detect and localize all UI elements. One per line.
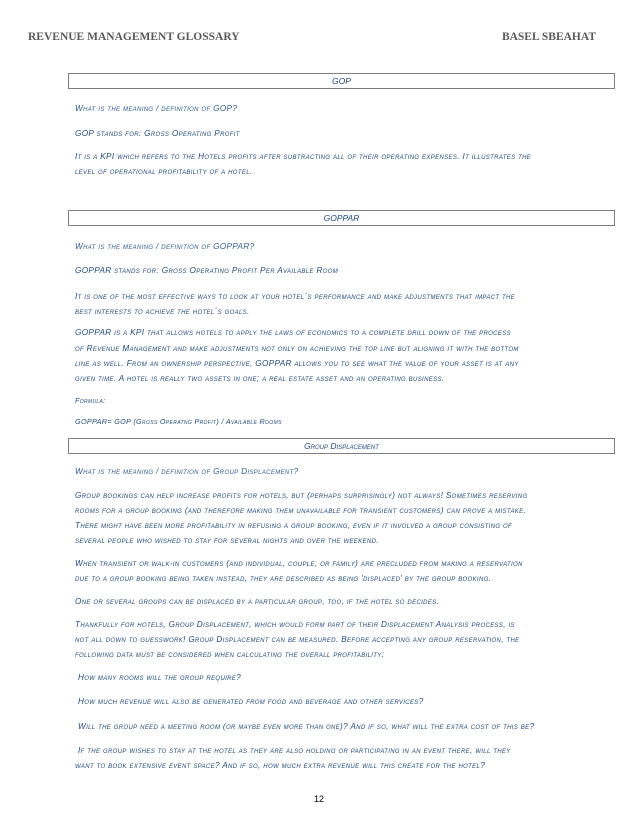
gop-desc-line: level of operational profitability of a hotel. (75, 167, 253, 176)
goppar-p2-line: given time. A hotel is really two assets in one; a real estate asset and an operating business. (75, 374, 445, 383)
goppar-p2-line: line as well. From an ownership perspective, GOPPAR allows you to see what the value of your asset is at any (75, 359, 519, 368)
goppar-heading: GOPPAR (68, 210, 615, 226)
group-p1-line: rooms for a group booking (and therefore making them unavailable for transient customers) can prove a mistake. (75, 506, 527, 515)
group-p4-line: not all down to guesswork! Group Displacement can be measured. Before accepting any group reservation, the (75, 635, 520, 644)
goppar-p2-line: of Revenue Management and make adjustments not only on achieving the top line but aligning it with the bottom (75, 344, 519, 353)
group-p4-line: Thankfully for hotels, Group Displacement, which would form part of their Displacement Analysis process, is (75, 620, 515, 629)
header-title: REVENUE MANAGEMENT GLOSSARY (28, 31, 240, 43)
group-question: What is the meaning / definition of Group Displacement? (75, 467, 299, 476)
group-p1-line: There might have been more profitability in refusing a group booking, even if it involved a group consisting of (75, 521, 513, 530)
goppar-p1-line: It is one of the most effective ways to look at your hotel´s performance and make adjustments that impact the (75, 292, 516, 301)
group-p1-line: Group bookings can help increase profits for hotels, but (perhaps surprisingly) not always! Sometimes reserving (75, 491, 528, 500)
gop-heading: GOP (68, 73, 615, 89)
goppar-question: What is the meaning / definition of GOPPAR? (75, 242, 255, 251)
group-consideration-1: How many rooms will the group require? (78, 673, 242, 682)
group-p1-line: several people who wished to stay for several nights and over the weekend. (75, 536, 379, 545)
group-consideration-4-line: If the group wishes to stay at the hotel as they are also holding or participating in an event there, will they (78, 746, 511, 755)
group-p2-line: When transient or walk-in customers (and individual, couple, or family) are precluded from making a reservation (75, 559, 523, 568)
group-p3: One or several groups can be displaced by a particular group, too, if the hotel so decides. (75, 597, 440, 606)
gop-desc-line: It is a KPI which refers to the Hotels profits after subtracting all of their operating expenses. It illustrates the (75, 152, 532, 161)
page-number: 12 (313, 794, 324, 804)
goppar-p2-line: GOPPAR is a KPI that allows hotels to apply the laws of economics to a complete drill down of the process (75, 328, 511, 337)
goppar-formula: GOPPAR= GOP (Gross Operatng Profit) / Available Rooms (75, 417, 282, 426)
goppar-formula-label: Formula: (75, 396, 106, 405)
group-p4-line: following data must be considered when calculating the overall profitability: (75, 650, 385, 659)
goppar-p1-line: best interests to achieve the hotel´s goals. (75, 307, 250, 316)
group-consideration-2: How much revenue will also be generated from food and beverage and other services? (78, 697, 424, 706)
header-author: BASEL SBEAHAT (501, 31, 596, 43)
goppar-stands-for: GOPPAR stands for: Gross Operating Profit Per Available Room (75, 266, 339, 275)
group-consideration-4-line: want to book extensive event space? And if so, how much extra revenue will this create for the hotel? (75, 761, 486, 770)
group-consideration-3: Will the group need a meeting room (or maybe even more than one)? And if so, what will the extra cost of this be? (78, 722, 535, 731)
gop-question: What is the meaning / definition of GOP? (75, 104, 238, 113)
group-p2-line: due to a group booking being taken instead, they are described as being 'displaced' by the group booking. (75, 574, 492, 583)
gop-stands-for: GOP stands for: Gross Operating Profit (75, 129, 240, 138)
group-displacement-heading: Group Displacement (68, 438, 615, 454)
